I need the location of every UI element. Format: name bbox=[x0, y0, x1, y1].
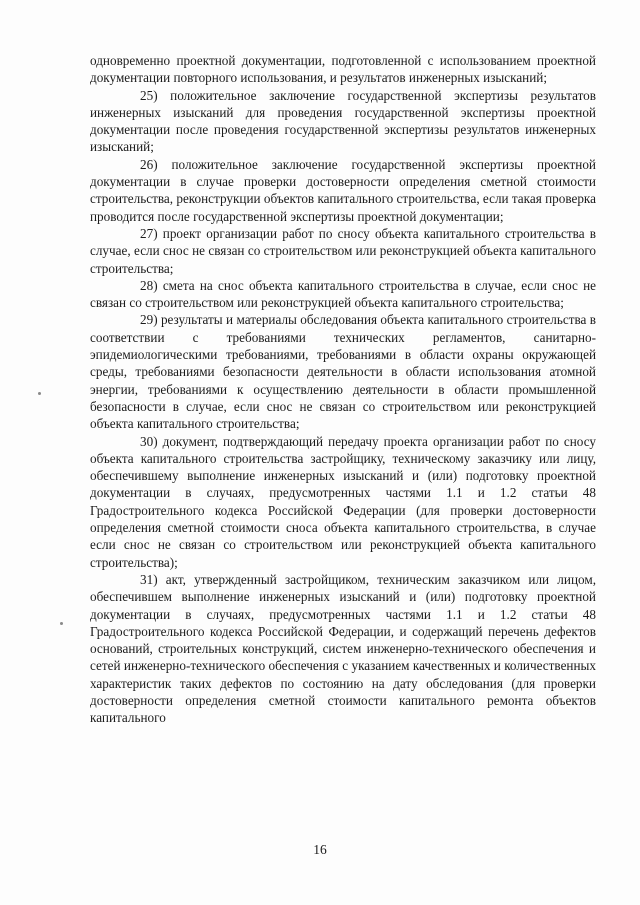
paragraph-item-28: 28) смета на снос объекта капитального строительства в случае, если снос не связан со строительством или реконструкцией объекта капитального строительства; bbox=[90, 277, 596, 311]
page-number: 16 bbox=[313, 842, 327, 857]
paragraph-item-26: 26) положительное заключение государственной экспертизы проектной документации в случае проверки достоверности определения сметной стоимости строительства, реконструкции объектов капитального строительства, если такая проверка проводится после государственной экспертизы проектной документации; bbox=[90, 156, 596, 224]
paragraph-item-27: 27) проект организации работ по сносу объекта капитального строительства в случае, если снос не связан со строительством или реконструкцией объекта капитального строительства; bbox=[90, 225, 596, 276]
paragraph-item-31: 31) акт, утвержденный застройщиком, техническим заказчиком или лицом, обеспечившем выполнение инженерных изысканий и (или) подготовку проектной документации в случаях, предусмотренных частями 1.1 и 1.2 статьи 48 Градостроительного кодекса Российской Федерации, и содержащий перечень дефектов оснований, строительных конструкций, систем инженерно-технического обеспечения и сетей инженерно-технического обеспечения с указанием качественных и количественных характеристик таких дефектов по состоянию на дату обследования (для проверки достоверности определения сметной стоимости капитального ремонта объектов капитального bbox=[90, 571, 596, 726]
paragraph-continuation: одновременно проектной документации, подготовленной с использованием проектной документации повторного использования, и результатов инженерных изысканий; bbox=[90, 53, 596, 86]
paragraph-item-30: 30) документ, подтверждающий передачу проекта организации работ по сносу объекта капитального строительства застройщику, техническому заказчику или лицу, обеспечившему выполнение инженерных изысканий и (или) подготовку проектной документации в случаях, предусмотренных частями 1.1 и 1.2 статьи 48 Градостроительного кодекса Российской Федерации (для проверки достоверности определения сметной стоимости сноса объекта капитального строительства, в случае если снос не связан со строительством или реконструкцией объекта капитального строительства); bbox=[90, 433, 596, 570]
scan-speck bbox=[60, 622, 63, 625]
scan-speck bbox=[38, 392, 41, 395]
paragraph-item-25: 25) положительное заключение государственной экспертизы результатов инженерных изысканий для проведения государственной экспертизы проектной документации после проведения государственной экспертизы результатов инженерных изысканий; bbox=[90, 87, 596, 155]
document-body bbox=[90, 52, 596, 727]
paragraph-item-29: 29) результаты и материалы обследования объекта капитального строительства в соответствии с требованиями технических регламентов, санитарно-эпидемиологическими требованиями, требованиями в области охраны окружающей среды, требованиями безопасности деятельности в области использования атомной энергии, требованиями к осуществлению деятельности в области промышленной безопасности в случае, если снос не связан со строительством или реконструкцией объекта капитального строительства; bbox=[90, 312, 596, 432]
